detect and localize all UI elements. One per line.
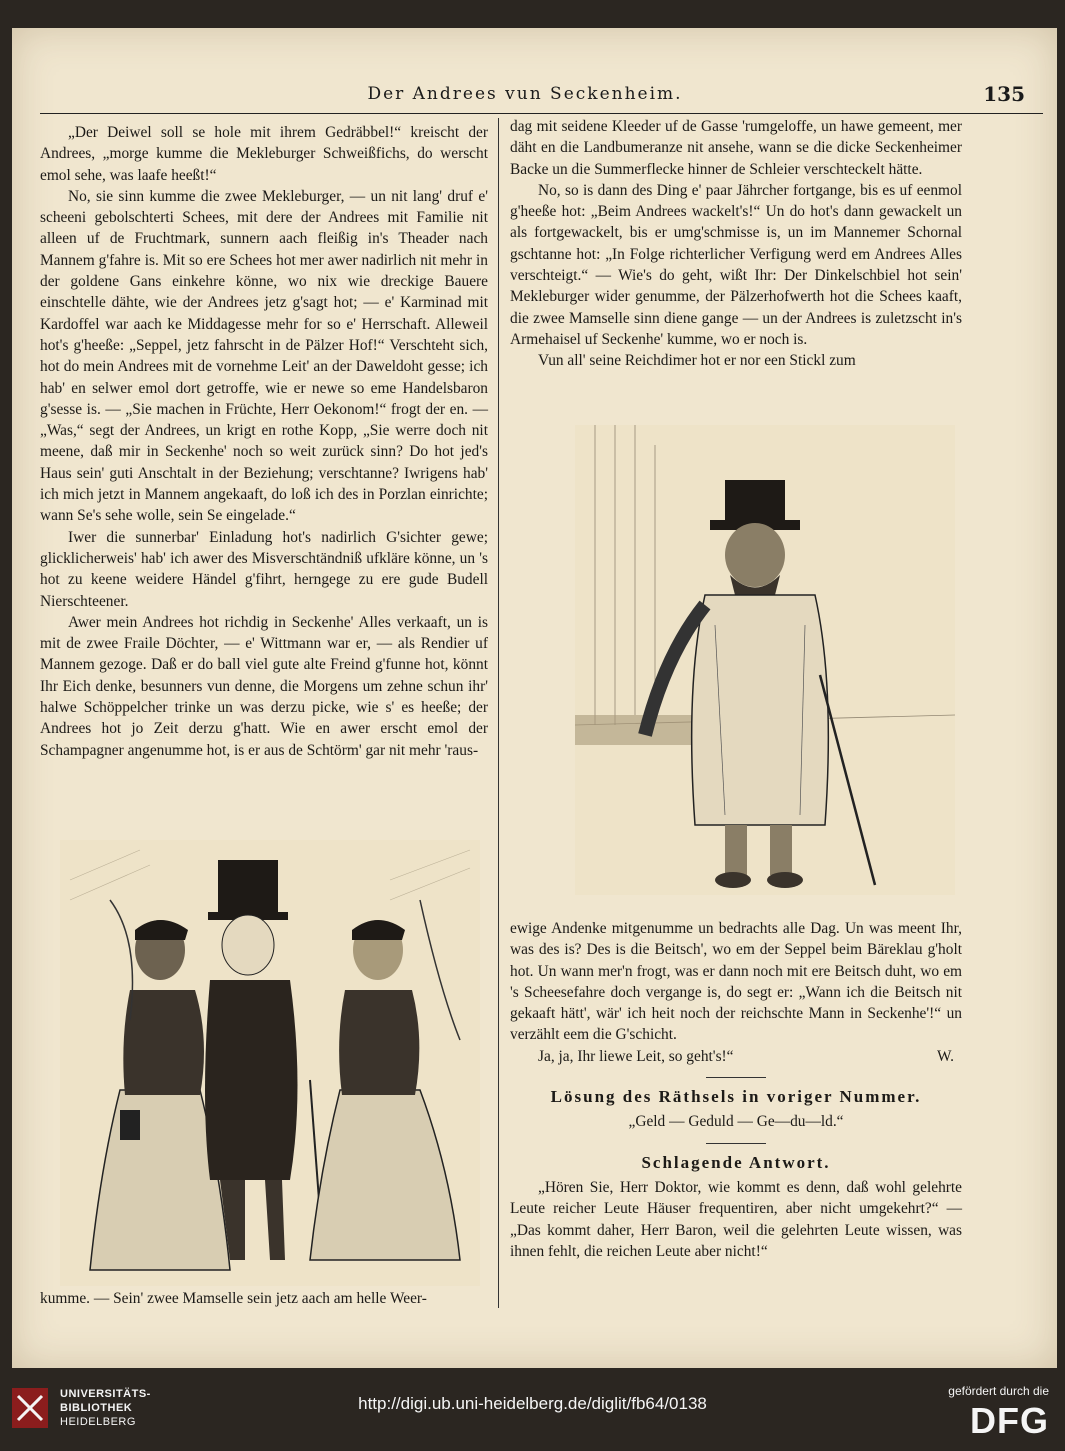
anecdote-title: Schlagende Antwort. [641,1152,831,1172]
anecdote-text: „Hören Sie, Herr Doktor, wie kommt es denn, daß wohl gelehrte Leute reicher Leute Häuser frequentiren, aber nicht umgekehrt?“ — „Das kommt daher, Herr Baron, weil die gelehrten Leute wissen, was ihnen fehlt, die reichen Leute aber nicht!“ [510,1178,962,1260]
signoff [510,1046,962,1067]
left-column-last-line: kumme. — Sein' zwee Mamselle sein jetz aach am helle Weer- [40,1290,427,1307]
right-column-lower [510,918,962,1262]
section-rule [706,1143,766,1144]
running-title: Der Andrees vun Seckenheim. [367,84,683,104]
column-divider [498,118,499,1308]
paragraph: Vun all' seine Reichdimer hot er nor een Stickl zum [538,352,856,370]
right-column [510,116,962,372]
funder-caption: gefördert durch die [948,1384,1049,1398]
paragraph: ewige Andenke mitgenumme un bedrachts alle Dag. Un was meent Ihr, was des is? Des is die Beitsch', wo em der Seppel beim Bäreklau g'holt hot. Un wann mer'n frogt, was er dann noch mit ere Beitsch duht, wo em 's Scheesefahre doch vergange is, do segt er: „Wann ich die Beitsch nit gekaaft hätt', wär' ich heit noch der reichschte Mann in Seckenhe'!“ un verzählt eem die G'schicht. [510,920,962,1044]
paragraph: „Der Deiwel soll se hole mit ihrem Gedräbbel!“ kreischt der Andrees, „morge kumme die Mekleburger Schweißfichs, do werscht emol sehe, was laafe heeßt!“ [40,124,488,184]
signoff-text: Ja, ja, Ihr liewe Leit, so geht's!“ [538,1047,734,1065]
dfg-logo: DFG [970,1400,1049,1441]
paragraph: No, so is dann des Ding e' paar Jährcher fortgange, bis es uf eenmol g'heeße hot: „Beim Andrees wackelt's!“ Un do hot's dann gewackelt un als fortgewackelt, bis er umg'schmisse is, un im Mannemer Schornal gschtanne hot: „In Folge richterlicher Verfigung werd em Andrees Alles verschteigt.“ — Wie's do geht, wißt Ihr: Der Dinkelschbiel hot sein' Mekleburger wider genumme, der Pälzerhofwerth hot die Schees kaaft, die zwee Mamselle sinn diene gange — un der Andrees is zuletzscht in's Armehaisel uf Seckenhe' kumme, wo er noch is. [510,181,962,348]
library-name-line3: HEIDELBERG [60,1416,136,1428]
beggar-man-illustration [575,425,955,895]
library-name-line1: UNIVERSITÄTS- [60,1388,151,1400]
section-rule [706,1077,766,1078]
left-column [40,122,488,761]
riddle-answer: „Geld — Geduld — Ge—du—ld.“ [628,1113,844,1131]
header-rule [40,113,1043,114]
three-figures-illustration [60,840,480,1286]
paragraph: Iwer die sunnerbar' Einladung hot's nadirlich G'sichter gewe; glicklicherweis' hab' ich awer des Misverschtändniß ufkläre könne, un 's hot zu keene weidere Händel g'fihrt, herngege zu ere gude Budell Nierschteener. [40,528,488,610]
paragraph: Awer mein Andrees hot richdig in Seckenhe' Alles verkaaft, un is mit de zwee Fraile Döchter, — e' Wittmann war er, — als Rendier uf Mannem gezoge. Daß er do ball viel gute alte Freind g'funne hot, könnt Ihr Eich denke, besunners vun denne, die Morgens um zehne schun ihr' halwe Schöppelcher trinke un was derzu picke, wie s' es heeße; der Andrees hot jo Zeit derzu g'hatt. Wie en awer erscht emol der Schampagner angenumme hot, is er aus de Schtörm' gar nit mehr 'raus- [40,613,488,759]
signoff-initial: W. [937,1047,954,1065]
paragraph: No, sie sinn kumme die zwee Mekleburger, — un nit lang' druf e' scheeni gebolschterti Schees, mit dere der Andrees mit Familie nit alleen uf de Fruchtmark, sunnern aach fleißig in's Theader nach Mannem g'fahre is. Mit so ere Schees hot mer awer nadirlich nit mehr in der goldene Gans einkehre könne, wo nix wie dreckige Bauere einschtelle dähte, wie der Andrees jetz g'sagt hot; — e' Karminad mit Kardoffel war aach ke Middagesse mehr for so e' Herrschaft. Alleweil hot's g'heeße: „Seppel, jetz fahrscht in de Pälzer Hof!“ Verschteht sich, hot do mein Andrees mit de vornehme Leit' an der Daweldoht gesse; ich hab' en selwer emol dort getroffe, wie er newe so eme Handelsbaron g'sesse is. — „Sie machen in Früchte, Herr Oekonom!“ frogt der en. — „Was,“ segt der Andrees, un krigt en rothe Kopp, „Sie werre doch nit meene, daß mir in Seckenhe' noch so weit zurück sinn? Do hot jed's Haus sein' guti Anschtalt in der Beziehung; verschtanne? Iwrigens hab' ich mich jetzt in Mannem angekaaft, do loß ich des in Porzlan einrichte; wann Se's sehe wolle, sein Se eingelade.“ [40,187,488,525]
source-url-link[interactable]: http://digi.ub.uni-heidelberg.de/diglit/fb64/0138 [358,1394,707,1413]
library-name-line2: BIBLIOTHEK [60,1402,133,1414]
page-number: 135 [983,82,1025,106]
riddle-title: Lösung des Räthsels in voriger Nummer. [550,1087,922,1107]
paragraph: dag mit seidene Kleeder uf de Gasse 'rumgeloffe, un hawe gemeent, mer däht en die Landbumeranze nit ansehe, wann se die dicke Seckenheimer Backe un die Summerflecke hinner de Schleier verschteckelt hätte. [510,118,962,178]
